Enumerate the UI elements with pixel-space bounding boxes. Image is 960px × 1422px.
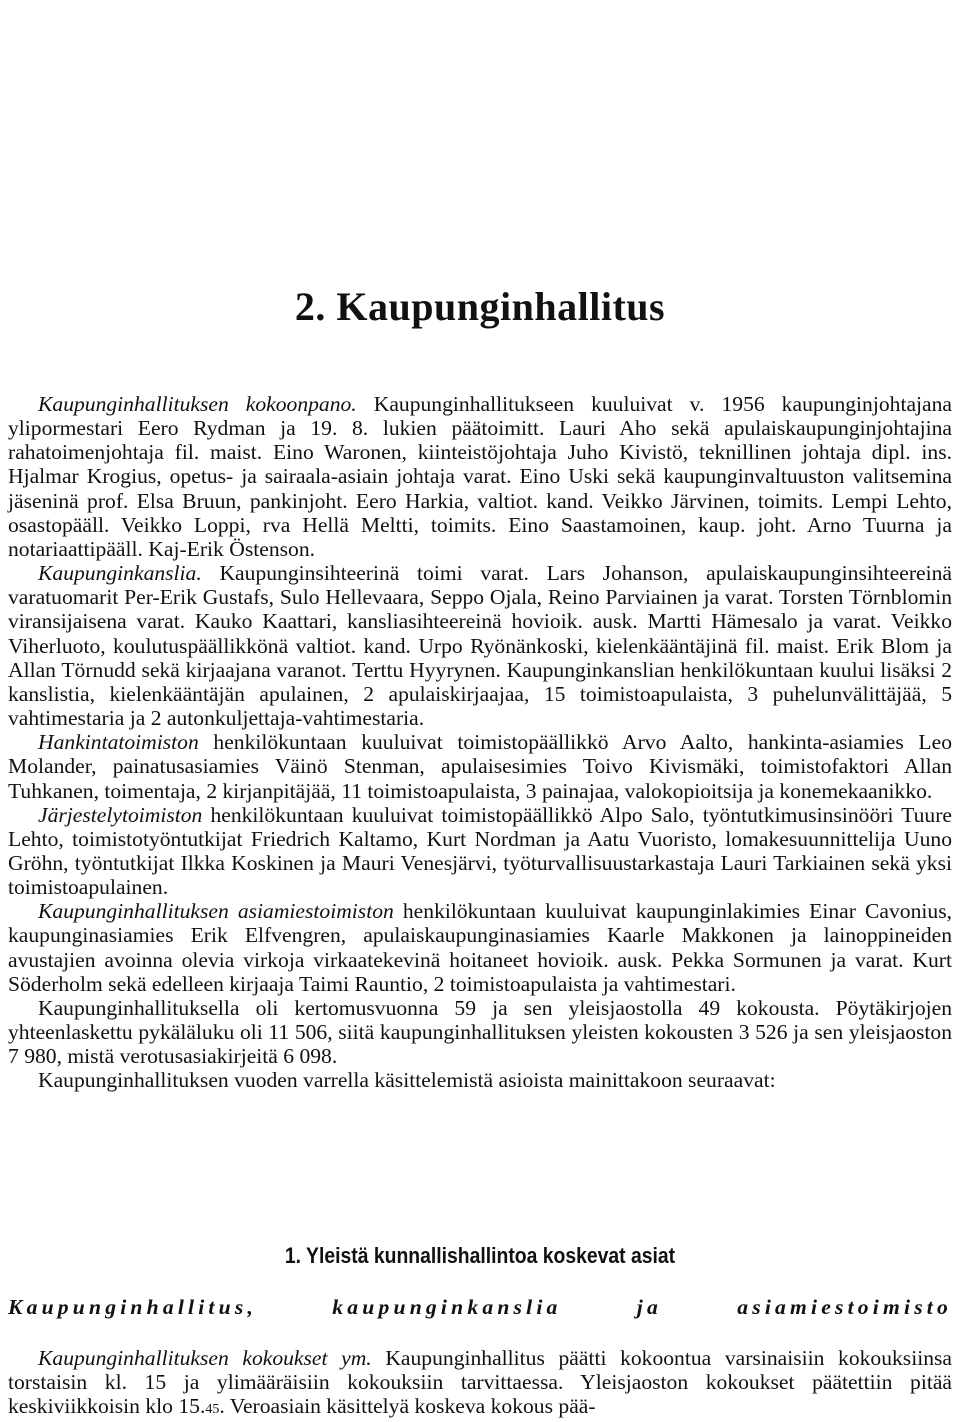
- paragraph-organisation-office: [8, 803, 952, 900]
- paragraph-meetings: [8, 1346, 952, 1422]
- paragraph-meeting-statistics: [8, 996, 952, 1068]
- paragraph-lead: Kaupunginhallituksen asiamiestoimiston: [38, 899, 394, 924]
- paragraph-lead: Kaupunginhallituksen kokoonpano.: [38, 392, 357, 416]
- paragraph-text: Kaupunginhallituksella oli kertomusvuonna 59 ja sen yleisjaostolla 49 kokousta. Pöytäkirjojen yhteenlaskettu pykäläluku oli 11 506, siitä kaupunginhallituksen yleisten kokousten 3 526 ja sen yleisjaoston 7 980, mistä verotusasiakirjeitä 6 098.: [8, 995, 952, 1069]
- paragraph-lead: Kaupunginkanslia.: [38, 561, 202, 586]
- paragraph-text: henkilökuntaan kuuluivat kaupunginlakimies Einar Cavonius, kaupunginasiamies Erik Elfvengren, apulaiskaupunginasiamies Kaarle Makkonen ja lainoppineiden avustajien avoinna olevia virkoja virkaatekevinä hoitaneet hovioik. ausk. Pekka Sormunen ja varat. Kurt Söderholm sekä edelleen kirjaaja Taimi Rauntio, 2 toimistoapulaista ja vahtimestari.: [8, 899, 952, 996]
- paragraph-lead: Hankintatoimiston: [38, 730, 199, 755]
- paragraph-lead: Kaupunginhallituksen kokoukset ym.: [38, 1346, 372, 1370]
- paragraph-text: henkilökuntaan kuuluivat toimistopäällikkö Arvo Aalto, hankinta-asiamies Leo Molander, painatusasiamies Väinö Stenman, apulaisesimies Toivo Kivismäki, toimistofaktori Allan Tuhkanen, toimentaja, 2 kirjanpitäjää, 11 toimistoapulaista, 3 painajaa, valokopioitsija ja konemekaanikko.: [8, 730, 952, 803]
- section-subheading: Kaupunginhallitus, kaupunginkanslia ja asiamiestoimisto: [8, 1295, 952, 1319]
- section-heading: 1. Yleistä kunnallishallintoa koskevat asiat: [284, 1243, 676, 1268]
- chapter-body: [8, 392, 952, 1093]
- paragraph-text: henkilökuntaan kuuluivat toimistopäällikkö Alpo Salo, työntutkimusinsinööri Tuure Lehto, toimistotyöntutkijat Friedrich Kaltamo, Kurt Nordman ja Aatu Vuoristo, lomakesuunnittelija Uuno Gröhn, työntutkijat Ilkka Koskinen ja Mauri Venesjärvi, työturvallisuustarkastaja Lauri Tarkiainen sekä yksi toimistoapulainen.: [8, 802, 952, 900]
- paragraph-text: Kaupunginsihteerinä toimi varat. Lars Johanson, apulaiskaupunginsihteereinä varatuomarit Per-Erik Gustafs, Sulo Hellevaara, Seppo Ojala, Reino Parviainen ja varat. Torsten Törnblomin viransijaisena varat. Kauko Kaattari, kansliasihteereinä hovioik. ausk. Martti Hämesalo ja varat. Veikko Viherluoto, koulutuspäällikkönä valtiot. kand. Urpo Ryönänkoski, kielenkääntäjinä fil. maist. Erik Blom ja Allan Törnudd sekä kirjaajana varanot. Terttu Hyyrynen. Kaupunginkanslian henkilökuntaan kuului lisäksi 2 kanslistia, kielenkääntäjän apulainen, 2 apulaiskirjaajaa, 15 toimistoapulaista, 3 puhelunvälittäjää, 5 vahtimestaria ja 2 autonkuljettaja-vahtimestaria.: [8, 561, 952, 731]
- section-body: [8, 1346, 952, 1422]
- paragraph-composition: [8, 392, 952, 561]
- paragraph-text: Kaupunginhallituksen vuoden varrella käsittelemistä asioista mainittakoon seuraavat:: [38, 1068, 776, 1093]
- paragraph-text-continued: . Veroasiain käsittelyä koskeva kokous pää-: [219, 1394, 596, 1419]
- paragraph-text: Kaupunginhallitukseen kuuluivat v. 1956 kaupunginjohtajana ylipormestari Eero Rydman ja 19. 8. lukien päätoimitt. Lauri Aho sekä apulaiskaupunginjohtajina rahatoimenjohtaja fil. maist. Eino Waronen, kiinteistöjohtaja Juho Kivistö, teknillinen johtaja dipl. ins. Hjalmar Krogius, opetus- ja sairaala-asiain johtaja varat. Eino Uski sekä kaupunginvaltuuston valitsemina jäseninä prof. Elsa Bruun, pankinjoht. Eero Harkia, valtiot. kand. Veikko Järvinen, toimits. Lempi Lehto, osastopääll. Veikko Loppi, rva Hellä Meltti, toimits. Eino Saastamoinen, kaup. joht. Arno Tuurna ja notariaattipääll. Kaj-Erik Östenson.: [8, 392, 952, 561]
- paragraph-chancellery: [8, 561, 952, 730]
- paragraph-legal-office: [8, 899, 952, 996]
- paragraph-procurement-office: [8, 730, 952, 802]
- chapter-title: 2. Kaupunginhallitus: [294, 284, 666, 329]
- paragraph-text: Kaupunginhallitus päätti kokoontua varsinaisiin kokouksiinsa torstaisin kl. 15 ja ylimääräisiin kokouksiin tarvittaessa. Yleisjaoston kokoukset päätettiin pitää keskiviikkoisin klo 15.: [8, 1346, 952, 1419]
- time-minutes-suffix: 45: [205, 1402, 220, 1418]
- paragraph-lead: Järjestelytoimiston: [38, 802, 203, 827]
- paragraph-intro-list: [8, 1068, 952, 1092]
